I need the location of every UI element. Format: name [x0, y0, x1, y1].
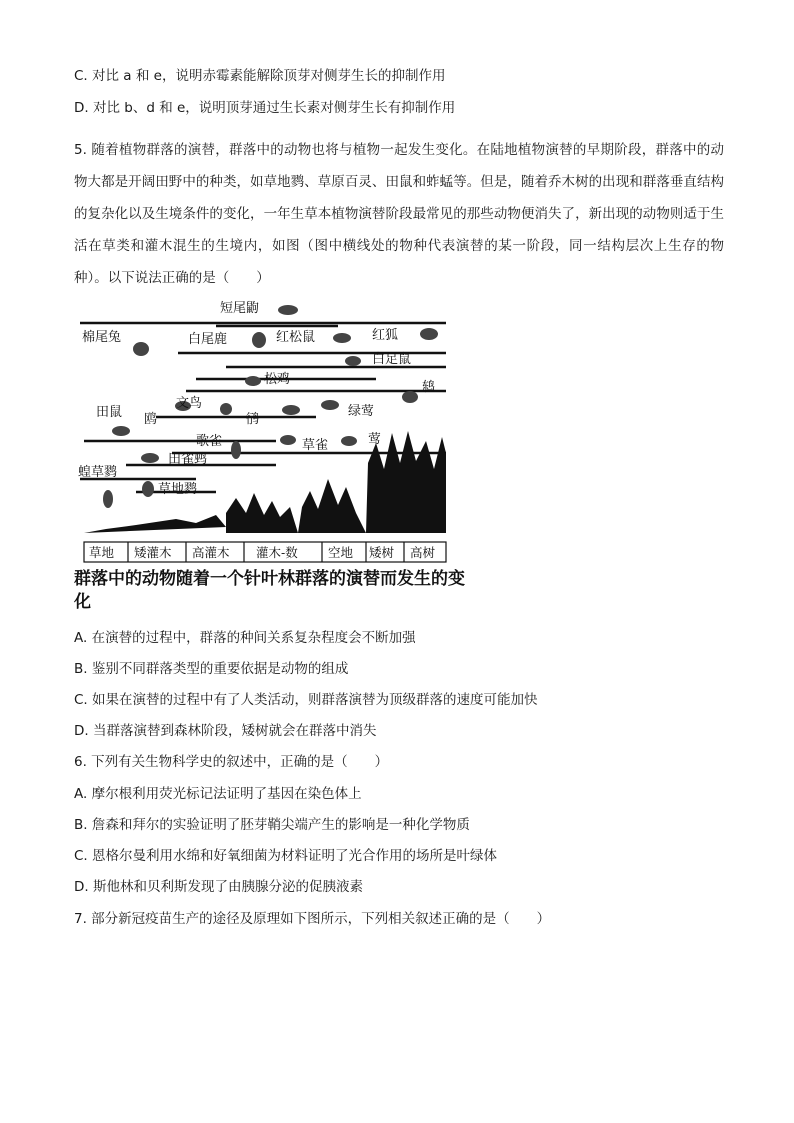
stage-tall-shrub: 高灌木 — [192, 545, 230, 560]
q4-option-c: C. 对比 a 和 e，说明赤霉素能解除顶芽对侧芽生长的抑制作用 — [74, 68, 446, 84]
q6-stem: 6. 下列有关生物科学史的叙述中，正确的是（ ） — [74, 754, 389, 770]
label-white-footed-mouse: 白足鼠 — [372, 352, 412, 367]
q5-option-b: B. 鉴别不同群落类型的重要依据是动物的组成 — [74, 661, 349, 677]
vegetation — [84, 431, 446, 533]
label-grouse: 松鸡 — [264, 372, 291, 387]
label-grass-sparrow: 草雀 — [302, 438, 329, 453]
q4-option-d: D. 对比 b、d 和 e，说明顶芽通过生长素对侧芽生长有抑制作用 — [74, 100, 456, 116]
label-grasshopper-sparrow: 蝗草鹨 — [78, 465, 118, 480]
label-plover: 鸻 — [246, 412, 260, 427]
label-warbler: 莺 — [368, 432, 382, 447]
label-song-sparrow: 歌雀 — [196, 434, 223, 449]
q6-option-c: C. 恩格尔曼利用水绵和好氧细菌为材料证明了光合作用的场所是叶绿体 — [74, 848, 498, 864]
q6-option-d: D. 斯他林和贝利斯发现了由胰腺分泌的促胰液素 — [74, 879, 363, 895]
label-red-fox: 红狐 — [372, 328, 399, 343]
q6-option-a: A. 摩尔根利用荧光标记法证明了基因在染色体上 — [74, 786, 362, 802]
label-thrush: 鸫 — [422, 380, 436, 395]
label-short-tailed-shrew: 短尾鼩 — [220, 301, 260, 316]
stage-tall-tree: 高树 — [410, 545, 436, 560]
label-gull: 鸥 — [144, 412, 158, 427]
q5-stem: 5. 随着植物群落的演替，群落中的动物也将与植物一起发生变化。在陆地植物演替的早期阶段，群落中的动物大都是开阔田野中的种类，如草地鹨、草原百灵、田鼠和蚱蜢等。但是，随着乔木树的出现和群落垂直结构的复杂化以及生境条件的变化，一年生草本植物演替阶段最常见的那些动物便消失了，新出现的动物则适于生活在草类和灌木混生的生境内，如图（图中横线处的物种代表演替的某一阶段，同一结构层次上生存的物种）。以下说法正确的是（ ） — [74, 142, 724, 286]
label-meadowlark: 草地鹨 — [158, 482, 198, 497]
label-field-sparrow: 田雀鹀 — [168, 452, 208, 467]
stage-low-tree: 矮树 — [369, 545, 395, 560]
q5-option-c: C. 如果在演替的过程中有了人类活动，则群落演替为顶级群落的速度可能加快 — [74, 692, 538, 708]
succession-figure — [76, 293, 450, 565]
stage-shrub-tree: 灌木-数 — [256, 545, 298, 560]
q6-option-b: B. 詹森和拜尔的实验证明了胚芽鞘尖端产生的影响是一种化学物质 — [74, 817, 470, 833]
label-finch: 文鸟 — [176, 396, 203, 411]
figure-caption: 群落中的动物随着一个针叶林群落的演替而发生的变化 — [74, 569, 465, 612]
label-cottontail: 棉尾兔 — [82, 330, 122, 345]
stage-low-shrub: 矮灌木 — [134, 545, 172, 560]
q5-option-d: D. 当群落演替到森林阶段，矮树就会在群落中消失 — [74, 723, 377, 739]
stage-grassland: 草地 — [89, 545, 115, 560]
q5-option-a: A. 在演替的过程中，群落的种间关系复杂程度会不断加强 — [74, 630, 416, 646]
label-vole: 田鼠 — [96, 405, 123, 420]
label-red-squirrel: 红松鼠 — [276, 330, 316, 345]
label-green-warbler: 绿莺 — [348, 404, 375, 419]
stage-clearing: 空地 — [328, 545, 354, 560]
label-white-tailed-deer: 白尾鹿 — [188, 332, 228, 347]
q7-stem: 7. 部分新冠疫苗生产的途径及原理如下图所示，下列相关叙述正确的是（ ） — [74, 911, 551, 927]
